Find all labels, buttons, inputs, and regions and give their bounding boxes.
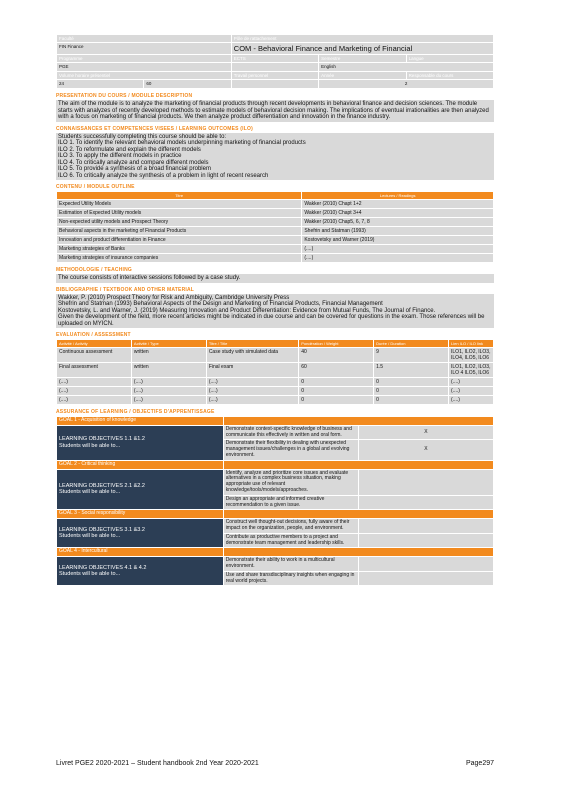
ilo-item: ILO 4. To critically analyze and compare different models [58, 159, 209, 166]
assessment-cell: written [131, 363, 206, 378]
assessment-cell: (....) [131, 396, 206, 405]
personal-work-label: Travail personnel [231, 72, 318, 80]
outline-reading: Wakker (2010) Chapt 3+4 [302, 209, 494, 218]
section-title-learning-outcomes: CONNAISSANCES ET COMPETENCES VISEES / LEARNING OUTCOMES (ILO) [56, 125, 253, 132]
bibliography-note: Given the development of the field, more recent articles might be indicated in due course and can be covered for questions in the exam. Those references will be uploaded on MYICN. [58, 314, 485, 327]
ilo-item: ILO 5. To provide a synthesis of a broad financial problem [58, 166, 211, 172]
assessment-cell: 0 [374, 396, 449, 405]
bibliography-item: Kostovetsky, L. and Warner, J. (2019) Measuring Innovation and Product Differentiation: Evidence from Mutual Funds, The Journal of Finance. [58, 307, 436, 314]
faculty-label: Faculté [57, 35, 232, 43]
instructor-label: Responsable du cours [406, 72, 493, 80]
assessment-cell: 9 [374, 348, 449, 363]
table-row [57, 236, 494, 245]
objective-item: Use and share transdisciplinary insights when engaging in real world projects. [223, 571, 358, 586]
table-row [57, 245, 494, 254]
assessment-cell: Final exam [206, 363, 298, 378]
outline-topic: Marketing strategies of Banks [57, 245, 302, 254]
section-title-outline: CONTENU / MODULE OUTLINE [56, 184, 135, 190]
page-number: Page297 [465, 760, 494, 767]
hours-label: Volume horaire présentiel [57, 72, 232, 80]
assessment-cell: Case study with simulated data [206, 348, 298, 363]
goal-label: GOAL 2 - Critical thinking [57, 460, 224, 469]
assessment-cell: (....) [206, 396, 298, 405]
ilo-item: ILO 1. To identify the relevant behavioral models underpinning marketing of financial products [58, 140, 306, 146]
objective-item: Demonstrate context-specific knowledge of business and communicate this effectively in written and oral form. [223, 425, 358, 440]
assessment-cell: (....) [57, 378, 132, 387]
language-label: Langue [406, 55, 493, 63]
learning-objective: LEARNING OBJECTIVES 2.1 &2.2 Students will be able to... [57, 469, 224, 510]
assessment-header: Titre / Title [206, 340, 298, 348]
assessment-cell: 40 [299, 348, 374, 363]
assessment-cell: ILO1, ILO2, ILO3, ILO4, ILO5, ILO6 [449, 348, 494, 363]
outline-reading: Wakker (2010) Chapt 1+2 [302, 200, 494, 209]
assessment-cell: (....) [449, 378, 494, 387]
goal-label: GOAL 3 - Social responsibility [57, 510, 224, 519]
program-label: Programme [57, 55, 232, 63]
outline-reading: (....) [302, 254, 494, 263]
table-row [57, 227, 494, 236]
assessment-cell: (....) [57, 387, 132, 396]
objective-item: Design an appropriate and informed creative recommendation to a given issue. [223, 495, 358, 510]
outline-topic: Behavioral aspects in the marketing of Financial Products [57, 227, 302, 236]
assessment-header: Pondération / Weight [299, 340, 374, 348]
assessment-cell: 0 [299, 396, 374, 405]
section-title-teaching: METHODOLOGIE / TEACHING [56, 267, 132, 273]
section-title-bibliography: BIBLIOGRAPHIE / TEXTBOOK AND OTHER MATERIAL [56, 286, 195, 293]
outline-topic: Estimation of Expected Utility models [57, 209, 302, 218]
outline-topic: Non-expected utility models and Prospect Theory [57, 218, 302, 227]
course-sheet [56, 34, 494, 586]
year-value: 2 [319, 80, 494, 89]
table-row [57, 200, 494, 209]
objective-item: Contribute as productive members to a project and demonstrate team management and leadership skills. [223, 533, 358, 548]
pole-label: Pôle de rattachement [231, 35, 493, 43]
objective-mark: X [358, 425, 493, 440]
ilo-item: ILO 6. To critically analyze the synthesis of a problem in light of recent research [58, 172, 269, 179]
objective-item: Identify, analyze and prioritize core issues and evaluate alternatives in a complex business situation, making appropriate use of relevant knowledge/tools/models/approaches. [223, 469, 358, 495]
footer-handbook-title: Livret PGE2 2020-2021 – Student handbook 2nd Year 2020-2021 [56, 760, 259, 767]
outline-reading: Kostovetsky and Warner (2019) [302, 236, 494, 245]
table-row [57, 348, 494, 363]
assessment-cell: Final assessment [57, 363, 132, 378]
assessment-cell: 0 [299, 378, 374, 387]
objective-mark [358, 519, 493, 534]
assessment-cell: 60 [299, 363, 374, 378]
objective-item: Construct well thought-out decisions, fully aware of their impact on the organization, people, and environment. [223, 519, 358, 534]
objective-mark: X [358, 440, 493, 460]
objective-mark [358, 571, 493, 586]
assessment-cell: (....) [206, 387, 298, 396]
assessment-cell: (....) [57, 396, 132, 405]
outline-header-title: Titre [57, 192, 302, 200]
outline-topic: Innovation and product differentiation in Finance [57, 236, 302, 245]
assessment-cell: (....) [449, 396, 494, 405]
table-row [57, 363, 494, 378]
bibliography-item: Shefrin and Statman (1993) Behavioral Aspects of the Design and Marketing of Financial Products, Financial Management [58, 301, 383, 307]
teaching-text: The course consists of interactive sessions followed by a case study. [56, 274, 494, 283]
objective-item: Demonstrate their flexibility in dealing with unexpected management issues/challenges in a global and evolving environment. [223, 440, 358, 460]
bibliography-box [56, 294, 494, 329]
table-row [57, 378, 494, 387]
ilo-item: ILO 2. To reformulate and explain the different models [58, 146, 201, 153]
year-label: Année [319, 72, 406, 80]
objective-item: Demonstrate their ability to work in a multicultural environment. [223, 557, 358, 572]
outline-reading: Wakker (2010) Chap5, 6, 7, 8 [302, 218, 494, 227]
assessment-cell: Continuous assessment [57, 348, 132, 363]
objective-mark [358, 557, 493, 572]
course-code: FIN Finance [57, 43, 232, 55]
assessment-header: Activité / Activity [57, 340, 132, 348]
assessment-cell: written [131, 348, 206, 363]
ilo-item: ILO 3. To apply the different models in practice [58, 153, 182, 159]
assessment-header: Activité / Type [131, 340, 206, 348]
outline-table [56, 191, 494, 263]
learning-outcomes-box [56, 133, 494, 181]
ilo-intro: Students successfully completing this course should be able to: [58, 133, 227, 140]
language-value: English [319, 63, 494, 72]
objective-mark [358, 533, 493, 548]
course-header-table [56, 34, 494, 89]
outline-reading: Shefrin and Statman (1993) [302, 227, 494, 236]
assessment-table [56, 339, 494, 405]
section-title-assessment: EVALUATION / ASSESSMENT [56, 332, 131, 338]
objective-mark [358, 469, 493, 495]
presentation-text: The aim of the module is to analyze the marketing of financial products through recent developments in behavioral finance and decision sciences. The module starts with analyzes of recently developed methods to estimate models of behavioral decision making. The implications of eventual irrationalities are then analyzed with a focus on marketing of financial products. We then analyze product differentiation and innovation in the finance industry. [56, 100, 494, 122]
ects-label: ECTS [231, 55, 318, 63]
goal-label: GOAL 1 - Acquisition of knowledge [57, 417, 224, 426]
learning-objective: LEARNING OBJECTIVES 4.1 & 4.2 Students will be able to... [57, 557, 224, 586]
assessment-cell: 0 [299, 387, 374, 396]
page-footer [56, 760, 494, 767]
learning-objective: LEARNING OBJECTIVES 1.1 &1.2 Students will be able to... [57, 425, 224, 460]
outline-topic: Marketing strategies of insurance companies [57, 254, 302, 263]
assessment-cell: 0 [374, 378, 449, 387]
program-value: PGE [57, 63, 232, 72]
assessment-cell: (....) [131, 387, 206, 396]
table-row [57, 209, 494, 218]
hours-value: 24 [57, 80, 144, 89]
objective-mark [358, 495, 493, 510]
assessment-cell: ILO1, ILO2, ILO3, ILO 4 ILO5, ILO6 [449, 363, 494, 378]
personal-hours-value: 60 [144, 80, 231, 89]
section-title-presentation: PRESENTATION DU COURS / MODULE DESCRIPTION [56, 93, 193, 99]
assessment-cell: (....) [131, 378, 206, 387]
course-title: COM - Behavioral Finance and Marketing of Financial [231, 43, 493, 55]
table-row [57, 254, 494, 263]
assessment-cell: (....) [206, 378, 298, 387]
goal-label: GOAL 4 - Intercultural [57, 548, 224, 557]
table-row [57, 396, 494, 405]
table-row [57, 218, 494, 227]
outline-header-readings: Lectures / Readings [302, 192, 494, 200]
assessment-header: Durée / Duration [374, 340, 449, 348]
assessment-cell: (....) [449, 387, 494, 396]
semester-label: Semestre [319, 55, 406, 63]
assessment-cell: 0 [374, 387, 449, 396]
bibliography-item: Wakker, P. (2010) Prospect Theory for Risk and Ambiguity, Cambridge University Press [58, 294, 290, 301]
section-title-assurance: ASSURANCE OF LEARNING / OBJECTIFS D'APPRENTISSAGE [56, 409, 215, 415]
learning-objective: LEARNING OBJECTIVES 3.1 &3.2 Students will be able to... [57, 519, 224, 548]
table-row [57, 387, 494, 396]
assessment-cell: 1.5 [374, 363, 449, 378]
assurance-table [56, 416, 494, 586]
assessment-header: Lien ILO / ILO link [449, 340, 494, 348]
outline-reading: (....) [302, 245, 494, 254]
outline-topic: Expected Utility Models [57, 200, 302, 209]
